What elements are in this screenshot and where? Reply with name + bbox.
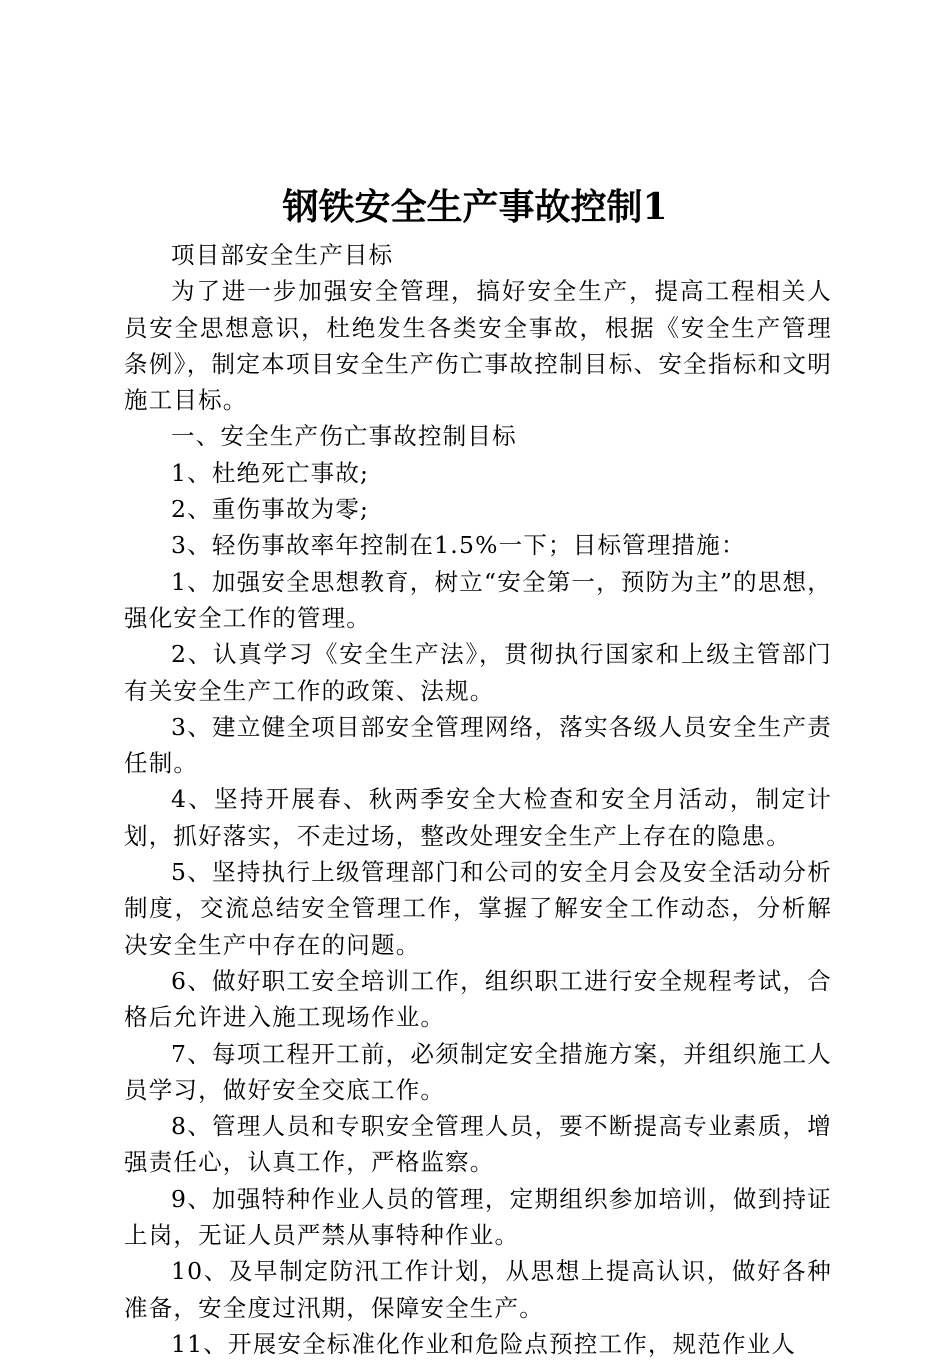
paragraph-measure-9: 9、加强特种作业人员的管理，定期组织参加培训，做到持证上岗，无证人员严禁从事特种作业。 [124,1184,832,1250]
paragraph-measure-6: 6、做好职工安全培训工作，组织职工进行安全规程考试，合格后允许进入施工现场作业。 [124,966,832,1032]
paragraph-measure-8: 8、管理人员和专职安全管理人员，要不断提高专业素质，增强责任心，认真工作，严格监察。 [124,1112,832,1177]
paragraph-intro: 为了进一步加强安全管理，搞好安全生产，提高工程相关人员安全思想意识，杜绝发生各类安全事故，根据《安全生产管理条例》，制定本项目安全生产伤亡事故控制目标、安全指标和文明施工目标。 [124,277,832,415]
paragraph-goal-3: 3、轻伤事故率年控制在1.5%一下；目标管理措施： [171,531,746,560]
paragraph-measure-3: 3、建立健全项目部安全管理网络，落实各级人员安全生产责任制。 [124,712,832,778]
paragraph-measure-5: 5、坚持执行上级管理部门和公司的安全月会及安全活动分析制度，交流总结安全管理工作，掌握了解安全工作动态，分析解决安全生产中存在的问题。 [124,858,832,959]
paragraph-measure-10: 10、及早制定防汛工作计划，从思想上提高认识，做好各种准备，安全度过汛期，保障安全生产。 [124,1257,832,1322]
paragraph-control-goal-heading: 一、安全生产伤亡事故控制目标 [171,422,517,451]
paragraph-measure-11: 11、开展安全标准化作业和危险点预控工作，规范作业人 [171,1329,797,1358]
paragraph-section-heading: 项目部安全生产目标 [171,241,394,269]
paragraph-goal-2: 2、重伤事故为零; [171,495,370,524]
paragraph-goal-1: 1、杜绝死亡事故; [171,458,370,487]
paragraph-measure-4: 4、坚持开展春、秋两季安全大检查和安全月活动，制定计划，抓好落实，不走过场，整改处理安全生产上存在的隐患。 [124,785,832,850]
paragraph-measure-1: 1、加强安全思想教育，树立“安全第一，预防为主”的思想，强化安全工作的管理。 [124,567,832,632]
document-title: 钢铁安全生产事故控制1 [282,186,668,228]
document-body [124,237,832,1362]
paragraph-measure-2: 2、认真学习《安全生产法》，贯彻执行国家和上级主管部门有关安全生产工作的政策、法规。 [124,640,832,705]
paragraph-measure-7: 7、每项工程开工前，必须制定安全措施方案，并组织施工人员学习，做好安全交底工作。 [124,1039,832,1104]
